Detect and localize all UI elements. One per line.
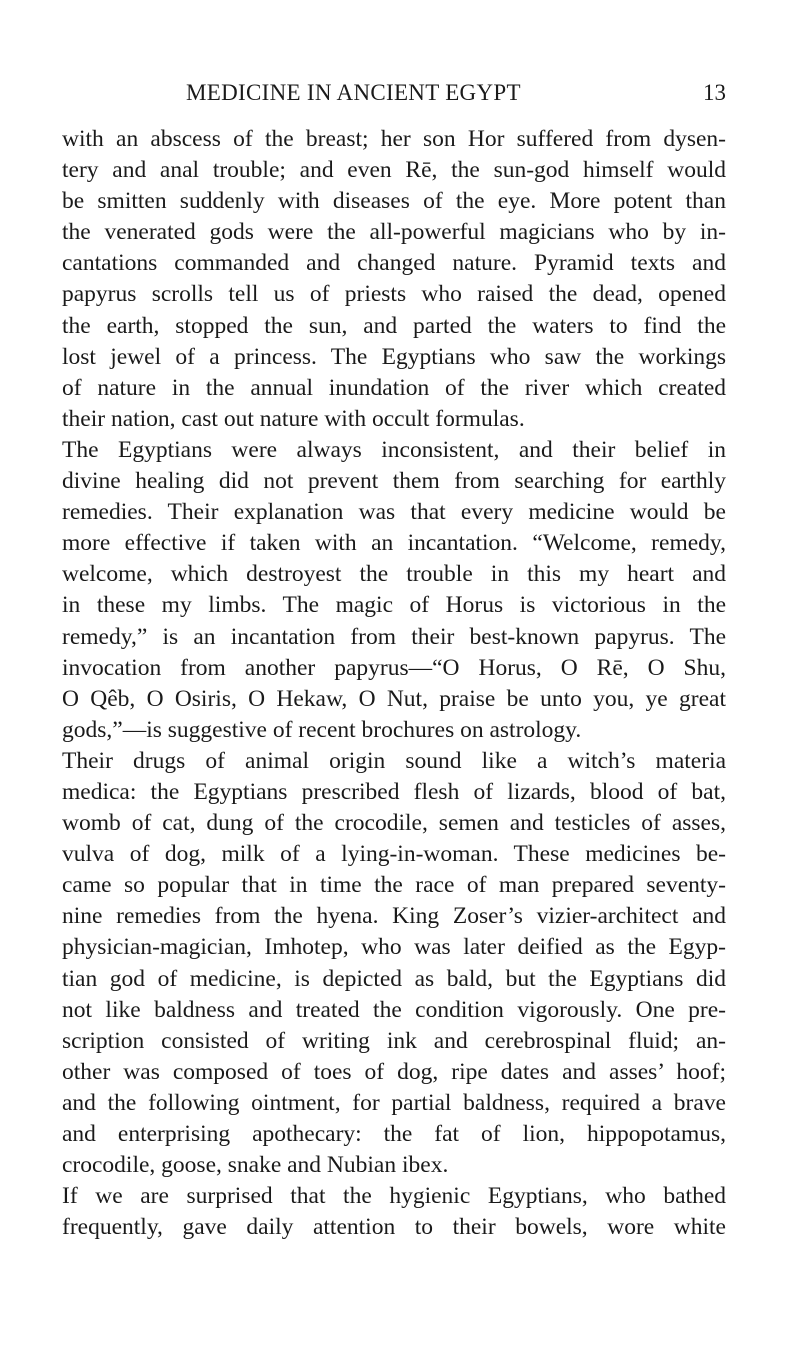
text-line: frequently, gave daily attention to their bowels, wore white (62, 1214, 726, 1241)
text-line: and the following ointment, for partial baldness, required a brave (62, 1089, 726, 1116)
text-line: the earth, stopped the sun, and parted the waters to find the (62, 312, 726, 339)
text-line: physician-magician, Imhotep, who was later deified as the Egyp- (62, 934, 726, 961)
text-line: and enterprising apothecary: the fat of lion, hippopotamus, (62, 1121, 726, 1147)
text-line: cantations commanded and changed nature. Pyramid texts and (62, 250, 726, 277)
text-line: lost jewel of a princess. The Egyptians who saw the workings (62, 343, 726, 370)
text-line: came so popular that in time the race of man prepared seventy- (62, 872, 726, 899)
text-line: If we are surprised that the hygienic Egyptians, who bathed (62, 1183, 726, 1210)
text-line: Their drugs of animal origin sound like a witch’s materia (62, 747, 726, 774)
text-line: The Egyptians were always inconsistent, and their belief in (62, 436, 726, 463)
text-line: with an abscess of the breast; her son Hor suffered from dysen- (62, 126, 726, 152)
text-line: their nation, cast out nature with occult formulas. (62, 405, 525, 432)
text-line: vulva of dog, milk of a lying-in-woman. These medicines be- (62, 841, 726, 868)
text-line: remedies. Their explanation was that every medicine would be (62, 499, 726, 526)
text-line: nine remedies from the hyena. King Zoser’s vizier-architect and (62, 903, 726, 930)
running-title: MEDICINE IN ANCIENT EGYPT (186, 80, 521, 105)
text-line: papyrus scrolls tell us of priests who raised the dead, opened (62, 281, 726, 308)
text-line: in these my limbs. The magic of Horus is victorious in the (62, 592, 726, 619)
text-line: welcome, which destroyest the trouble in this my heart and (62, 561, 726, 588)
text-line: divine healing did not prevent them from searching for earthly (62, 468, 726, 495)
text-line: other was composed of toes of dog, ripe dates and asses’ hoof; (62, 1058, 726, 1085)
text-line: more effective if taken with an incantation. “Welcome, remedy, (62, 530, 726, 557)
text-line: gods,”—is suggestive of recent brochures on astrology. (62, 716, 582, 743)
text-line: tian god of medicine, is depicted as bald, but the Egyptians did (62, 965, 726, 992)
text-line: O Qêb, O Osiris, O Hekaw, O Nut, praise be unto you, ye great (62, 685, 726, 712)
text-line: scription consisted of writing ink and cerebrospinal fluid; an- (62, 1027, 726, 1054)
text-line: of nature in the annual inundation of the river which created (62, 374, 726, 401)
page-number: 13 (703, 80, 726, 105)
text-line: womb of cat, dung of the crocodile, semen and testicles of asses, (62, 810, 726, 837)
text-line: be smitten suddenly with diseases of the eye. More potent than (62, 188, 726, 215)
text-line: medica: the Egyptians prescribed flesh of lizards, blood of bat, (62, 778, 726, 805)
text-line: the venerated gods were the all-powerful magicians who by in- (62, 219, 726, 246)
text-line: crocodile, goose, snake and Nubian ibex. (62, 1152, 449, 1179)
body-text (62, 124, 726, 1243)
text-line: remedy,” is an incantation from their best-known papyrus. The (62, 623, 726, 650)
text-line: tery and anal trouble; and even Rē, the sun-god himself would (62, 157, 726, 184)
text-line: invocation from another papyrus—“O Horus, O Rē, O Shu, (62, 654, 726, 681)
running-head (0, 80, 800, 114)
text-line: not like baldness and treated the condition vigorously. One pre- (62, 996, 726, 1023)
